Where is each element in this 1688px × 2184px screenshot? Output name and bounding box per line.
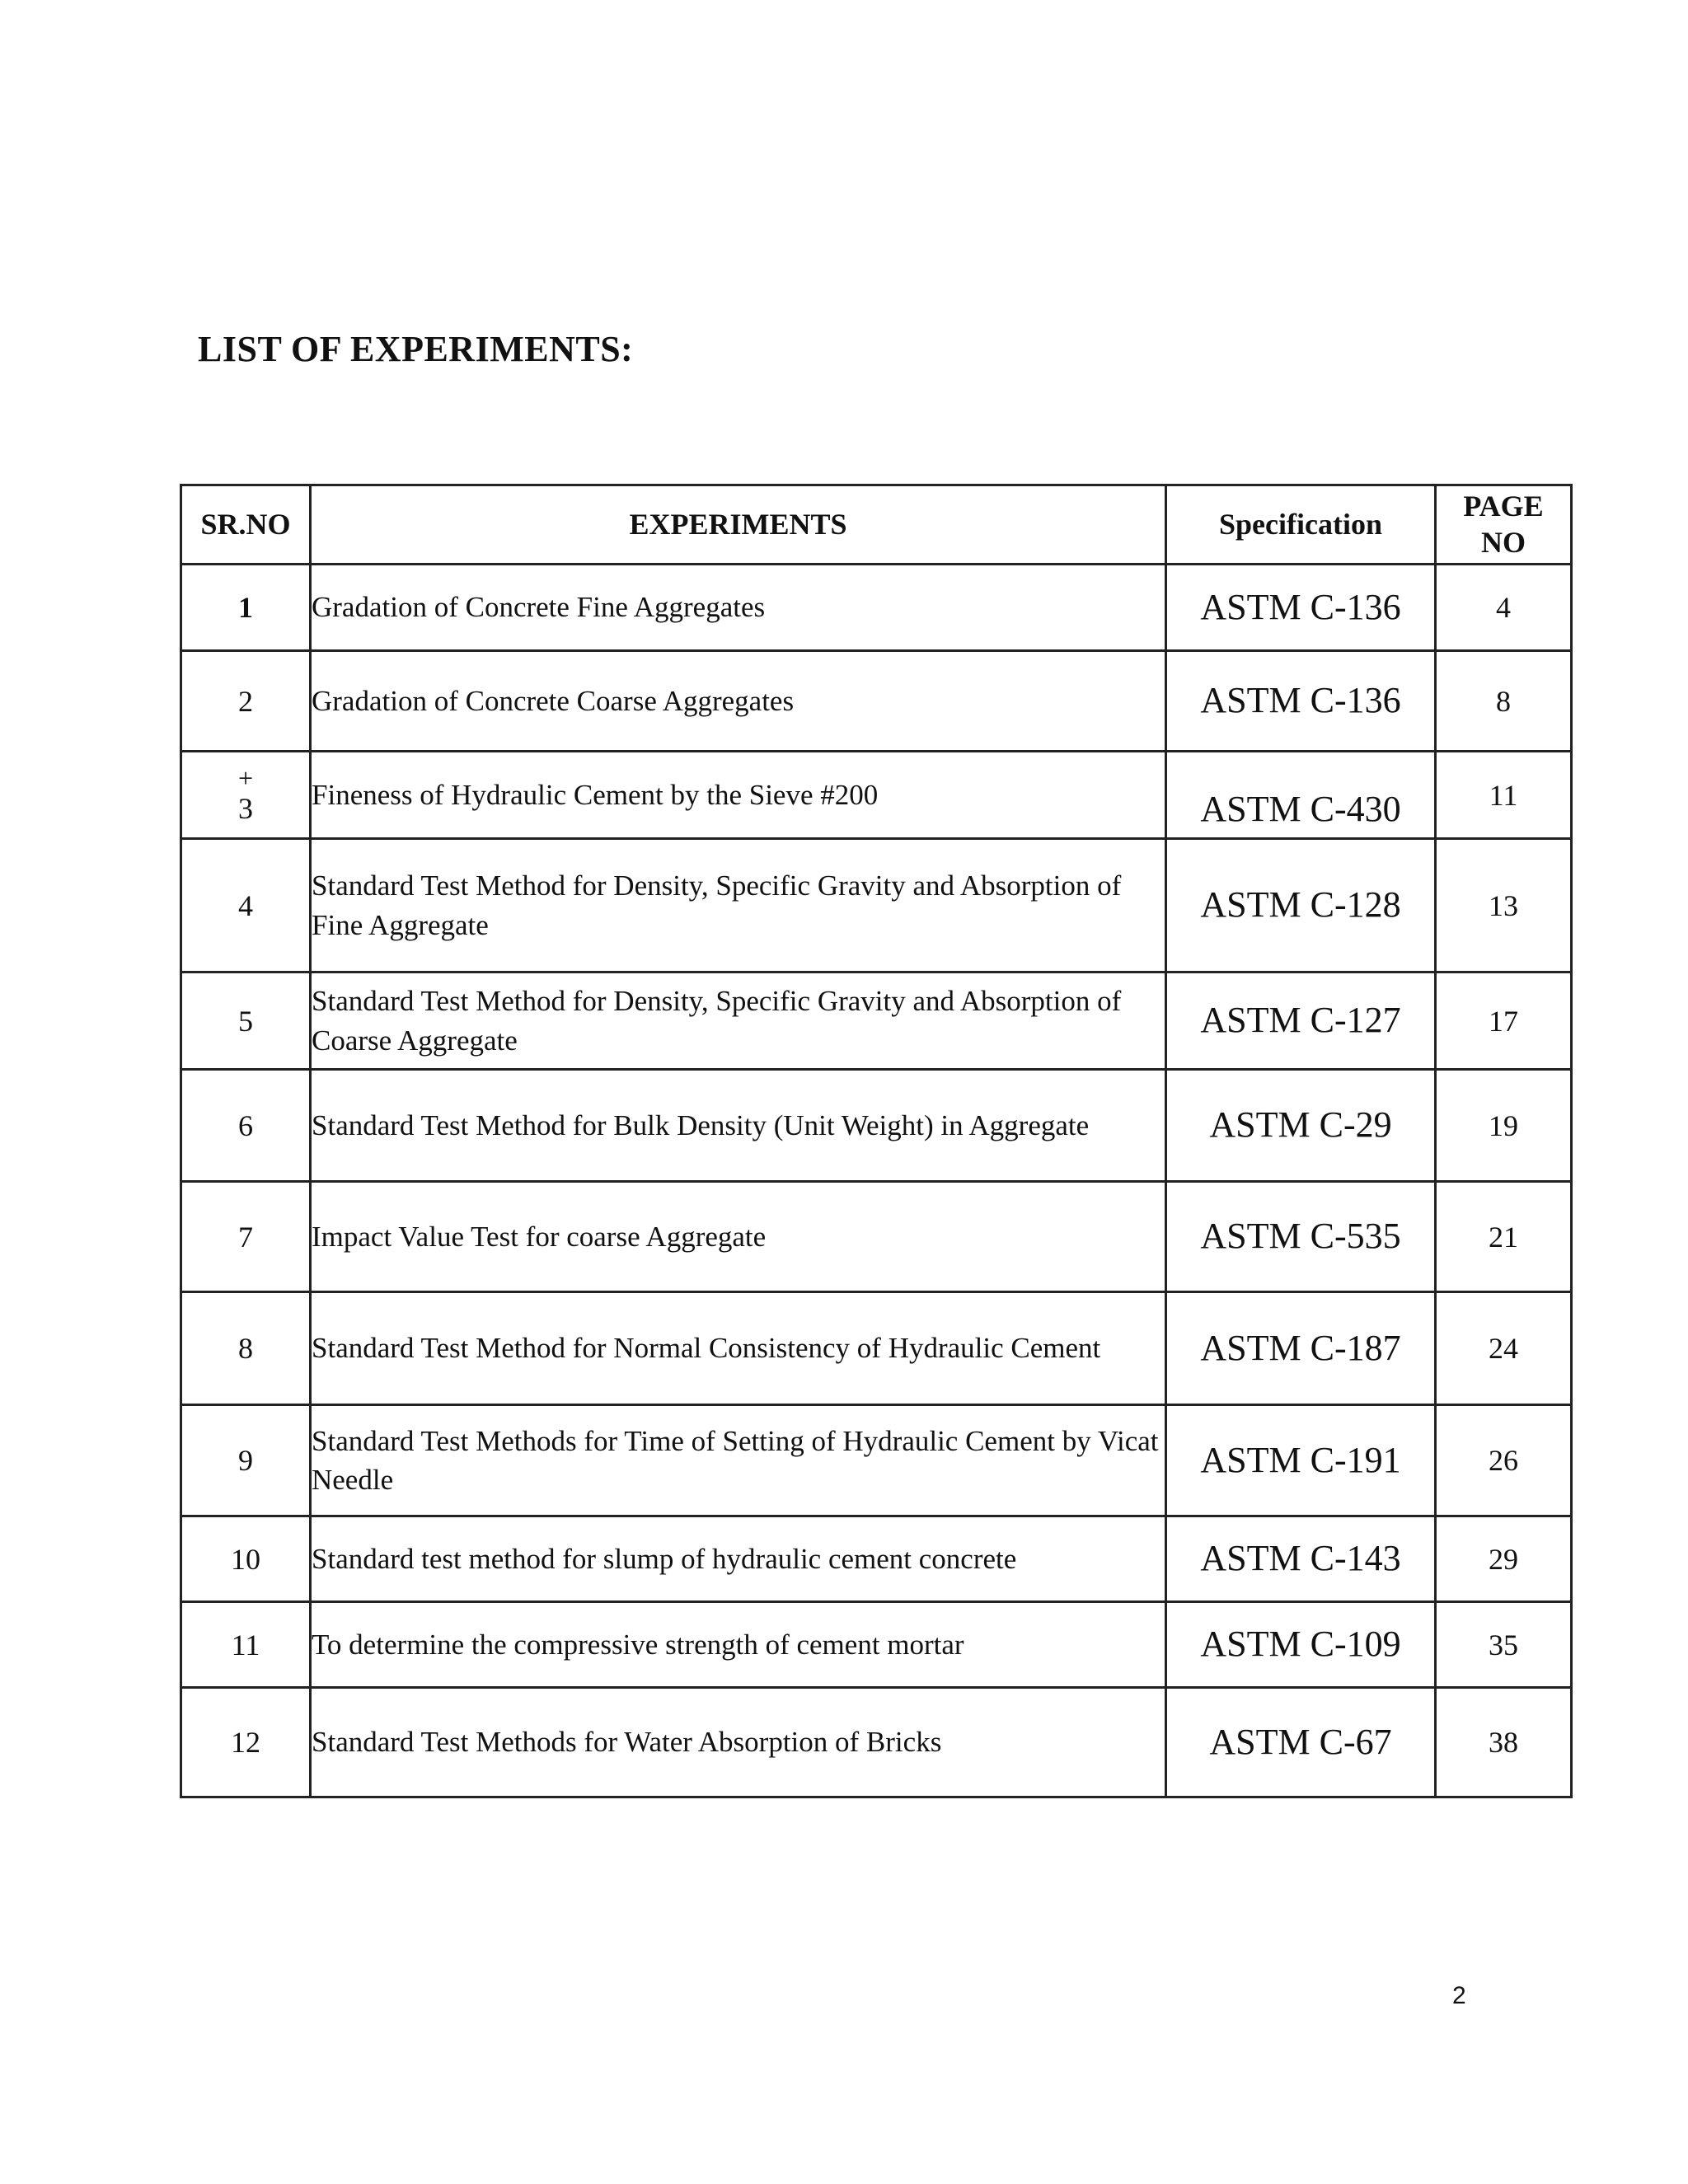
page-cell: 26 bbox=[1436, 1405, 1572, 1516]
table-row bbox=[181, 1182, 1572, 1292]
table-row bbox=[181, 1516, 1572, 1602]
sr-cell: 5 bbox=[181, 972, 311, 1070]
table-row bbox=[181, 839, 1572, 972]
header-specification: Specification bbox=[1166, 485, 1436, 565]
specification-cell: ASTM C-143 bbox=[1166, 1516, 1436, 1602]
experiment-cell: Standard Test Method for Density, Specific Gravity and Absorption of Coarse Aggregate bbox=[311, 972, 1166, 1070]
specification-cell: ASTM C-535 bbox=[1166, 1182, 1436, 1292]
sr-cell: 2 bbox=[181, 651, 311, 752]
page-cell: 4 bbox=[1436, 565, 1572, 651]
specification-cell: ASTM C-187 bbox=[1166, 1292, 1436, 1405]
table-row bbox=[181, 1405, 1572, 1516]
header-page-line2: NO bbox=[1481, 525, 1526, 559]
experiment-cell: Standard Test Method for Bulk Density (Unit Weight) in Aggregate bbox=[311, 1070, 1166, 1182]
page-cell: 21 bbox=[1436, 1182, 1572, 1292]
specification-cell: ASTM C-128 bbox=[1166, 839, 1436, 972]
page-heading: LIST OF EXPERIMENTS: bbox=[198, 329, 634, 369]
experiment-cell: Standard Test Methods for Water Absorption of Bricks bbox=[311, 1688, 1166, 1797]
sr-cell: 10 bbox=[181, 1516, 311, 1602]
experiments-table bbox=[180, 484, 1573, 1798]
table-row bbox=[181, 752, 1572, 839]
table-row bbox=[181, 565, 1572, 651]
sr-cell: 7 bbox=[181, 1182, 311, 1292]
table-header-row bbox=[181, 485, 1572, 565]
sr-cell bbox=[181, 752, 311, 839]
sr-value: 3 bbox=[238, 791, 253, 825]
specification-cell: ASTM C-136 bbox=[1166, 565, 1436, 651]
experiment-cell: Standard test method for slump of hydraulic cement concrete bbox=[311, 1516, 1166, 1602]
table-row bbox=[181, 1602, 1572, 1688]
specification-cell: ASTM C-127 bbox=[1166, 972, 1436, 1070]
page-cell: 35 bbox=[1436, 1602, 1572, 1688]
table-row bbox=[181, 1292, 1572, 1405]
experiment-cell: Gradation of Concrete Coarse Aggregates bbox=[311, 651, 1166, 752]
page-cell: 24 bbox=[1436, 1292, 1572, 1405]
specification-cell: ASTM C-29 bbox=[1166, 1070, 1436, 1182]
experiment-cell: To determine the compressive strength of cement mortar bbox=[311, 1602, 1166, 1688]
specification-cell: ASTM C-136 bbox=[1166, 651, 1436, 752]
page-cell: 17 bbox=[1436, 972, 1572, 1070]
experiment-cell: Impact Value Test for coarse Aggregate bbox=[311, 1182, 1166, 1292]
sr-mark: + bbox=[237, 762, 254, 793]
experiment-cell: Gradation of Concrete Fine Aggregates bbox=[311, 565, 1166, 651]
sr-cell: 9 bbox=[181, 1405, 311, 1516]
page-cell: 8 bbox=[1436, 651, 1572, 752]
page-cell: 29 bbox=[1436, 1516, 1572, 1602]
page-cell: 11 bbox=[1436, 752, 1572, 839]
specification-cell: ASTM C-67 bbox=[1166, 1688, 1436, 1797]
sr-cell: 8 bbox=[181, 1292, 311, 1405]
page-number: 2 bbox=[1452, 1982, 1466, 2009]
page-cell: 13 bbox=[1436, 839, 1572, 972]
page-cell: 19 bbox=[1436, 1070, 1572, 1182]
header-page-no bbox=[1436, 485, 1572, 565]
specification-cell: ASTM C-191 bbox=[1166, 1405, 1436, 1516]
table-row bbox=[181, 651, 1572, 752]
sr-cell: 4 bbox=[181, 839, 311, 972]
header-sr-no: SR.NO bbox=[181, 485, 311, 565]
page-cell: 38 bbox=[1436, 1688, 1572, 1797]
table-row bbox=[181, 972, 1572, 1070]
table-row bbox=[181, 1688, 1572, 1797]
header-page-line1: PAGE bbox=[1463, 490, 1544, 523]
experiment-cell: Standard Test Method for Density, Specific Gravity and Absorption of Fine Aggregate bbox=[311, 839, 1166, 972]
experiment-cell: Standard Test Method for Normal Consistency of Hydraulic Cement bbox=[311, 1292, 1166, 1405]
specification-cell: ASTM C-430 bbox=[1166, 752, 1436, 839]
sr-cell: 12 bbox=[181, 1688, 311, 1797]
table-row bbox=[181, 1070, 1572, 1182]
sr-cell: 11 bbox=[181, 1602, 311, 1688]
experiment-cell: Fineness of Hydraulic Cement by the Sieve #200 bbox=[311, 752, 1166, 839]
sr-cell: 1 bbox=[181, 565, 311, 651]
header-experiments: EXPERIMENTS bbox=[311, 485, 1166, 565]
specification-cell: ASTM C-109 bbox=[1166, 1602, 1436, 1688]
sr-cell: 6 bbox=[181, 1070, 311, 1182]
experiment-cell: Standard Test Methods for Time of Setting of Hydraulic Cement by Vicat Needle bbox=[311, 1405, 1166, 1516]
